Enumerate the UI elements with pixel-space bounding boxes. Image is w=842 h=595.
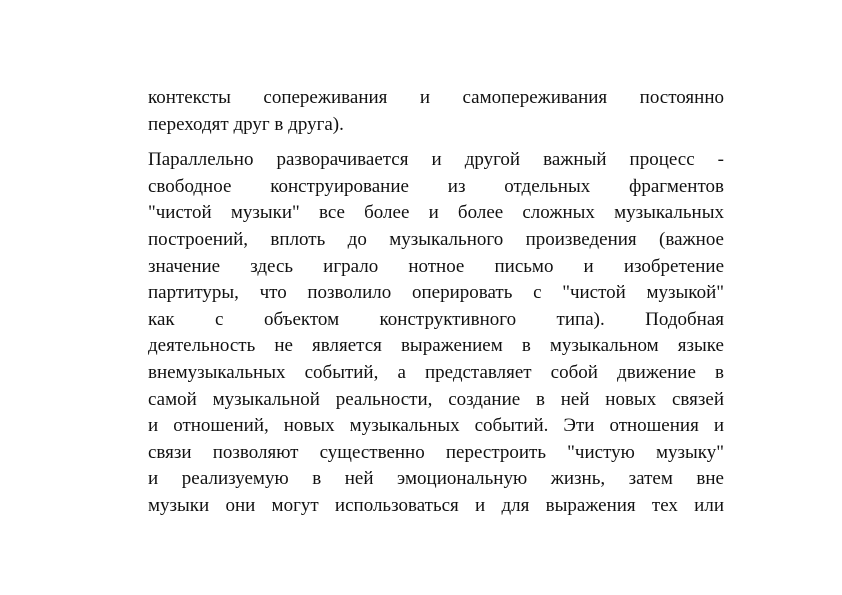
paragraph-line: как с объектом конструктивного типа). Подобная (148, 308, 724, 330)
paragraph-line: переходят друг в друга). (148, 113, 344, 135)
paragraph-1 (148, 85, 724, 138)
paragraph-line: связи позволяют существенно перестроить "чистую музыку" (148, 441, 724, 463)
paragraph-line: свободное конструирование из отдельных фрагментов (148, 175, 724, 197)
paragraph-line: "чистой музыки" все более и более сложных музыкальных (148, 202, 724, 224)
paragraph-line: самой музыкальной реальности, создание в ней новых связей (148, 388, 724, 410)
paragraph-line: и отношений, новых музыкальных событий. Эти отношения и (148, 415, 724, 437)
paragraph-line: и реализуемую в ней эмоциональную жизнь, затем вне (148, 468, 724, 490)
paragraph-line: значение здесь играло нотное письмо и изобретение (148, 255, 724, 277)
paragraph-spacer (148, 138, 724, 147)
paragraph-line: построений, вплоть до музыкального произведения (важное (148, 228, 724, 250)
paragraph-line: Параллельно разворачивается и другой важный процесс - (148, 149, 724, 171)
paragraph-line: музыки они могут использоваться и для выражения тех или (148, 494, 724, 516)
paragraph-line: деятельность не является выражением в музыкальном языке (148, 335, 724, 357)
text-body (148, 85, 724, 520)
paragraph-line: контексты сопереживания и самопереживания постоянно (148, 87, 724, 108)
paragraph-2 (148, 147, 724, 519)
paragraph-line: партитуры, что позволило оперировать с "чистой музыкой" (148, 282, 724, 304)
paragraph-line: внемузыкальных событий, а представляет собой движение в (148, 361, 724, 383)
